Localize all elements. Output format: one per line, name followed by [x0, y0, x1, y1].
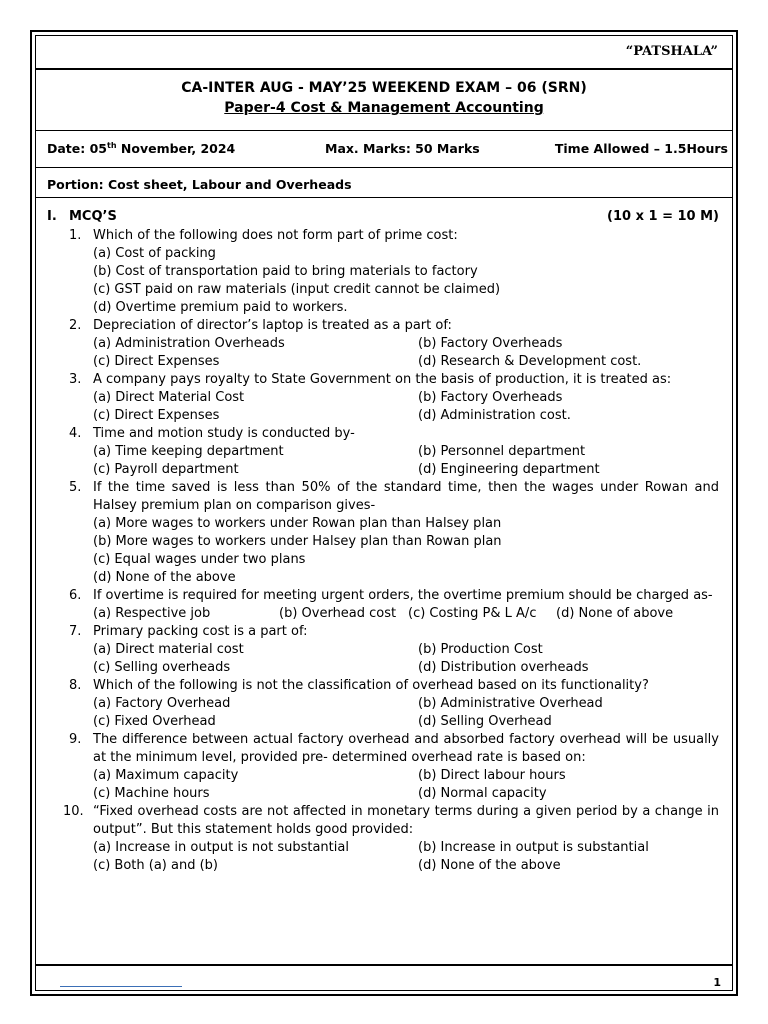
option-a: (a) More wages to workers under Rowan plan than Halsey plan	[93, 516, 502, 531]
option-d: (d) Administration cost.	[418, 408, 571, 423]
option-c: (c) Direct Expenses	[93, 408, 220, 423]
option-b: (b) Factory Overheads	[418, 390, 563, 405]
question-7	[47, 623, 719, 677]
option-d: (d) None of above	[556, 606, 674, 621]
brand-name: “PATSHALA”	[625, 44, 718, 59]
header-divider	[35, 68, 733, 70]
page-number: 1	[713, 976, 721, 989]
option-a: (a) Time keeping department	[93, 444, 284, 459]
option-d: (d) None of the above	[93, 570, 236, 585]
question-2	[47, 317, 719, 371]
question-number: 6.	[69, 588, 82, 603]
question-8	[47, 677, 719, 731]
option-a: (a) Increase in output is not substantial	[93, 840, 349, 855]
portion-line: Portion: Cost sheet, Labour and Overheads	[47, 177, 352, 192]
option-c: (c) Both (a) and (b)	[93, 858, 218, 873]
option-d: (d) Research & Development cost.	[418, 354, 642, 369]
question-4	[47, 425, 719, 479]
question-text: Primary packing cost is a part of:	[93, 624, 308, 639]
option-a: (a) Administration Overheads	[93, 336, 285, 351]
question-5	[47, 479, 719, 587]
question-3	[47, 371, 719, 425]
option-d: (d) Distribution overheads	[418, 660, 589, 675]
question-number: 9.	[69, 732, 82, 747]
options	[93, 515, 719, 587]
option-b: (b) More wages to workers under Halsey plan than Rowan plan	[93, 534, 502, 549]
question-number: 5.	[69, 480, 82, 495]
options	[93, 605, 719, 623]
exam-date: Date: 05th November, 2024	[47, 141, 236, 157]
option-b: (b) Direct labour hours	[418, 768, 566, 783]
question-text: “Fixed overhead costs are not affected in monetary terms during a given period by a change in output”. But this statement holds good provided:	[93, 804, 719, 837]
question-number: 2.	[69, 318, 82, 333]
question-6	[47, 587, 719, 623]
question-number: 3.	[69, 372, 82, 387]
option-b: (b) Factory Overheads	[418, 336, 563, 351]
question-number: 7.	[69, 624, 82, 639]
question-text: Depreciation of director’s laptop is treated as a part of:	[93, 318, 452, 333]
question-text: If overtime is required for meeting urgent orders, the overtime premium should be charged as-	[93, 588, 713, 603]
question-number: 10.	[63, 804, 84, 819]
question-list	[47, 227, 719, 875]
options	[93, 695, 719, 731]
exam-title: CA-INTER AUG - MAY’25 WEEKEND EXAM – 06 (SRN)	[181, 80, 587, 96]
option-a: (a) Direct material cost	[93, 642, 244, 657]
option-c: (c) Direct Expenses	[93, 354, 220, 369]
option-c: (c) Equal wages under two plans	[93, 552, 306, 567]
options	[93, 389, 719, 425]
option-b: (b) Personnel department	[418, 444, 586, 459]
time-allowed: Time Allowed – 1.5Hours	[554, 141, 728, 156]
option-d: (d) Selling Overhead	[418, 714, 552, 729]
section-numeral: I.	[47, 209, 57, 224]
paper-title: Paper-4 Cost & Management Accounting	[224, 100, 544, 116]
option-c: (c) Machine hours	[93, 786, 210, 801]
max-marks: Max. Marks: 50 Marks	[325, 141, 480, 156]
option-a: (a) Factory Overhead	[93, 696, 231, 711]
options	[93, 245, 719, 317]
options	[93, 767, 719, 803]
footer-link-line	[60, 986, 182, 987]
option-b: (b) Production Cost	[418, 642, 543, 657]
option-b: (b) Increase in output is substantial	[418, 840, 649, 855]
option-a: (a) Direct Material Cost	[93, 390, 245, 405]
option-d: (d) Engineering department	[418, 462, 600, 477]
option-c: (c) Selling overheads	[93, 660, 231, 675]
question-9	[47, 731, 719, 803]
footer-divider	[35, 964, 733, 966]
option-c: (c) Costing P& L A/c	[408, 606, 537, 621]
question-1	[47, 227, 719, 317]
option-b: (b) Overhead cost	[279, 606, 397, 621]
option-d: (d) None of the above	[418, 858, 561, 873]
option-c: (c) Payroll department	[93, 462, 239, 477]
section-marks: (10 x 1 = 10 M)	[607, 209, 719, 224]
question-text: Which of the following does not form part of prime cost:	[93, 228, 458, 243]
option-d: (d) Normal capacity	[418, 786, 547, 801]
option-b: (b) Administrative Overhead	[418, 696, 603, 711]
section-title: MCQ’S	[69, 209, 117, 224]
options	[93, 335, 719, 371]
title-divider	[35, 130, 733, 131]
option-a: (a) Maximum capacity	[93, 768, 239, 783]
question-number: 1.	[69, 228, 82, 243]
option-c: (c) Fixed Overhead	[93, 714, 216, 729]
option-a: (a) Respective job	[93, 606, 211, 621]
question-text: A company pays royalty to State Government on the basis of production, it is treated as:	[93, 372, 672, 387]
question-10	[47, 803, 719, 875]
options	[93, 641, 719, 677]
option-c: (c) GST paid on raw materials (input credit cannot be claimed)	[93, 282, 501, 297]
option-b: (b) Cost of transportation paid to bring materials to factory	[93, 264, 478, 279]
question-number: 8.	[69, 678, 82, 693]
options	[93, 839, 719, 875]
question-number: 4.	[69, 426, 82, 441]
options	[93, 443, 719, 479]
question-text: The difference between actual factory overhead and absorbed factory overhead will be usually at the minimum level, provided pre- determined overhead rate is based on:	[93, 732, 719, 765]
question-text: Which of the following is not the classification of overhead based on its functionality?	[93, 678, 649, 693]
meta-divider	[35, 167, 733, 168]
portion-divider	[35, 197, 733, 198]
option-a: (a) Cost of packing	[93, 246, 216, 261]
question-text: If the time saved is less than 50% of the standard time, then the wages under Rowan and Halsey premium plan on comparison gives-	[93, 480, 719, 513]
option-d: (d) Overtime premium paid to workers.	[93, 300, 348, 315]
question-text: Time and motion study is conducted by-	[93, 426, 355, 441]
